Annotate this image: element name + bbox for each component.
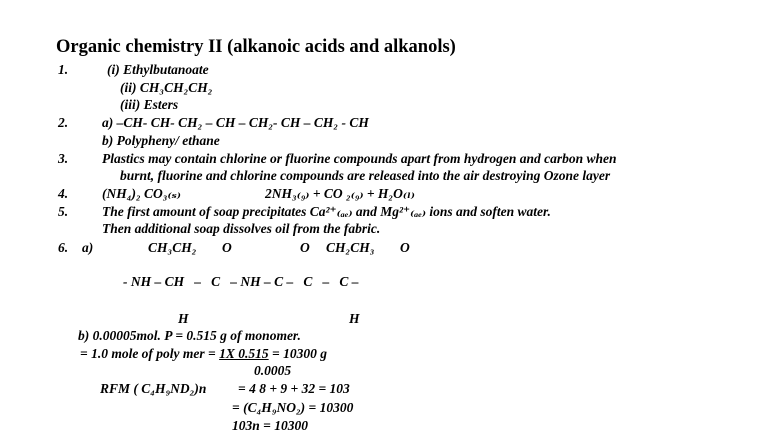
q5-number: 5.: [58, 204, 69, 219]
q6-structure-ch3ch2: CH₃CH₂: [148, 240, 197, 255]
q1-answer-ii: (ii) CH₃CH₂CH₂: [120, 80, 213, 95]
q6-rfm-calc: = 4 8 + 9 + 32 = 103: [238, 381, 350, 396]
q1-answer-i: (i) Ethylbutanoate: [107, 62, 209, 77]
q6-number: 6.: [58, 240, 69, 255]
q5-line-2: Then additional soap dissolves oil from the fabric.: [102, 221, 381, 236]
q6-structure-o-1: O: [222, 240, 232, 255]
q4-products: 2NH₃₍₉₎ + CO ₂₍₉₎ + H₂O₍ₗ₎: [265, 186, 415, 201]
q4-reactant: (NH₄)₂ CO₃₍ₛ₎: [102, 186, 181, 201]
q5-line-1: The first amount of soap precipitates Ca²⁺₍ₐₑ₎ and Mg²⁺₍ₐₑ₎ ions and soften water.: [102, 204, 551, 219]
q6-structure-h-1: H: [178, 311, 189, 326]
q4-number: 4.: [58, 186, 69, 201]
q6-part-b-result: = 10300 g: [268, 346, 327, 361]
q6-structure-h-2: H: [349, 311, 360, 326]
q1-number: 1.: [58, 62, 69, 77]
q2-answer-a: a) –CH- CH- CH₂ – CH – CH₂- CH – CH₂ - CH: [102, 115, 369, 130]
q6-structure-chain: - NH – CH – C – NH – C – C – C –: [123, 274, 359, 289]
q6-part-b-line-1: b) 0.00005mol. P = 0.515 g of monomer.: [78, 328, 301, 343]
q3-line-1: Plastics may contain chlorine or fluorine compounds apart from hydrogen and carbon when: [102, 151, 617, 166]
q2-number: 2.: [58, 115, 69, 130]
q6-part-b-denominator: 0.0005: [254, 363, 292, 378]
page-title: Organic chemistry II (alkanoic acids and alkanols): [56, 37, 456, 57]
q6-structure-ch2ch3: CH₂CH₃: [326, 240, 375, 255]
q6-structure-o-3: O: [400, 240, 410, 255]
q6-part-b-prefix: = 1.0 mole of poly mer =: [80, 346, 220, 361]
q6-part-b-line-2: [80, 346, 327, 362]
q6-part-b-numerator: 1X 0.515: [219, 346, 269, 361]
q6-rfm-label: RFM ( C₄H₉ND₂)n: [100, 381, 207, 396]
q6-rfm-line-2: = (C₄H₉NO₂) = 10300: [232, 400, 354, 415]
q6-part-a-label: a): [82, 240, 94, 255]
q6-rfm-line-3: 103n = 10300: [232, 418, 308, 433]
q6-structure-o-2: O: [300, 240, 310, 255]
q2-answer-b: b) Polypheny/ ethane: [102, 133, 220, 148]
q1-answer-iii: (iii) Esters: [120, 97, 179, 112]
q3-number: 3.: [58, 151, 69, 166]
q3-line-2: burnt, fluorine and chlorine compounds are released into the air destroying Ozone layer: [120, 168, 611, 183]
